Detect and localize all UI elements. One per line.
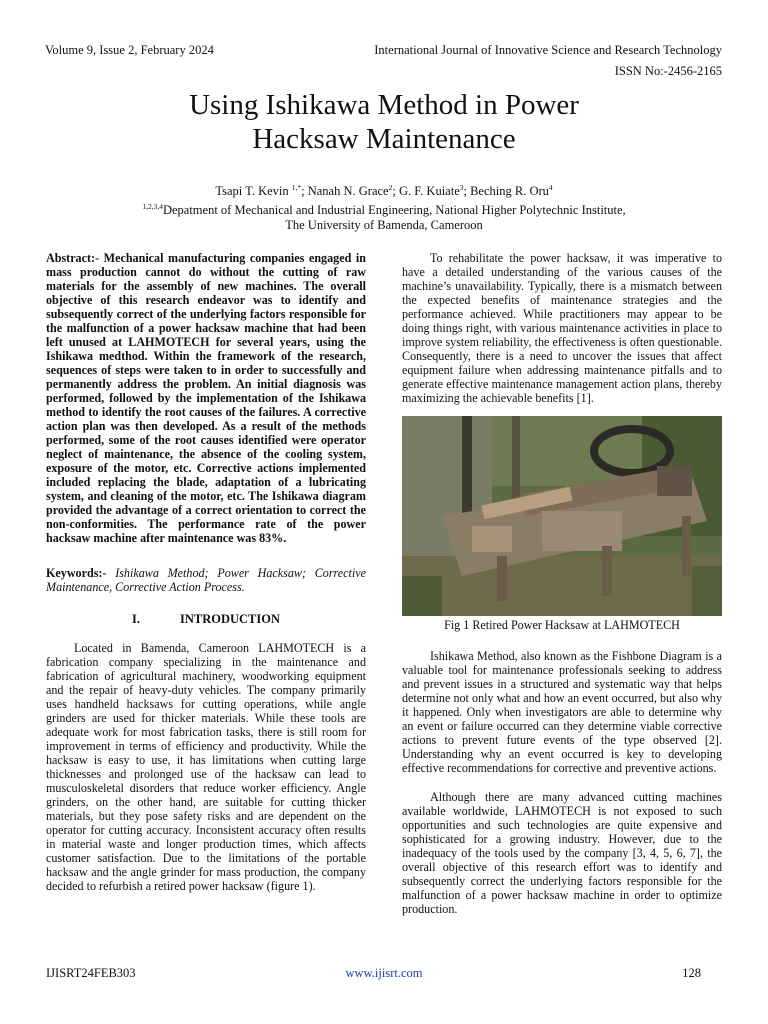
right-column <box>402 251 722 916</box>
footer-code: IJISRT24FEB303 <box>46 966 136 980</box>
author-3-sup: 3 <box>459 183 464 192</box>
author-4: ; Beching R. Oru <box>463 184 549 199</box>
paragraph-ishikawa: Ishikawa Method, also known as the Fishbone Diagram is a valuable tool for maintenance professionals seeking to address and prevent issues in a structured and systematic way that helps determine not only what and how an event occurred, but also why it happened. Only when investigators are able to determine why an event or failure occurred can they determine viable corrective actions to prevent future events of the type observed [2]. Understanding why an event occurred is key to developing effective recommendations for corrective and preventive actions. <box>402 649 722 775</box>
author-2-sup: 2 <box>388 183 393 192</box>
intro-paragraph: Located in Bamenda, Cameroon LAHMOTECH is a fabrication company specializing in the maintenance and fabrication of agricultural machinery, woodworking equipment and the repair of heavy-duty vehicles. The company primarily uses handheld hacksaws for cutting operations, while angle grinders are used for thicker materials. While these tools are adequate work for most fabrication tasks, there is still room for improvement in terms of efficiency and productivity. While the hacksaw is easy to use, it has limitations when cutting large thicknesses and prolonged use of the hacksaw can lead to musculoskeletal disorders that reduce worker efficiency. Angle grinders, on the other hand, are suitable for cutting thicker materials, but they pose safety risks and are dependent on the operator for cutting accuracy. Inconsistent accuracy often results in material waste and longer production times, which affects customer satisfaction. Due to the limitations of the portable hacksaw and the angle grinder for mass production, the company decided to refurbish a retired power hacksaw (figure 1). <box>46 641 366 893</box>
figure-caption: Fig 1 Retired Power Hacksaw at LAHMOTECH <box>444 618 680 632</box>
power-hacksaw-photo <box>402 416 722 616</box>
keywords-text: Ishikawa Method; Power Hacksaw; Corrective Maintenance, Corrective Action Process. <box>46 566 366 594</box>
figure-1-photo <box>402 416 722 616</box>
affiliation-text: Depatment of Mechanical and Industrial Engineering, National Higher Polytechnic Institute, <box>162 203 626 218</box>
author-1: Tsapi T. Kevin <box>215 184 292 199</box>
footer-url-link[interactable]: www.ijisrt.com <box>345 966 423 980</box>
section-heading <box>46 612 366 626</box>
footer-page-number: 128 <box>682 966 701 980</box>
author-block <box>84 180 684 233</box>
author-4-sup: 4 <box>548 183 553 192</box>
header-journal: International Journal of Innovative Science and Research Technology <box>374 43 722 57</box>
author-1-sup: 1,* <box>291 183 302 192</box>
abstract: Abstract:- Mechanical manufacturing companies engaged in mass production cannot do without the cutting of raw materials for the assembly of new machines. The overall objective of this research endeavor was to identify and subsequently correct of the underlying factors responsible for the malfunction of a power hacksaw machine that had been left unused at LAHMOTECH for several years, using the Ishikawa medthod. Within the framework of the research, sequences of steps were taken to in order to successfully and permanently address the problem. An initial diagnosis was performed, followed by the implementation of the Ishikawa method to identify the root causes of the failures. A corrective action plan was then developed. As a result of the methods performed, some of the root causes identified were operator neglect of maintenance, the absence of the cooling system, exposure of the motor, etc. Corrective actions implemented included replacing the blade, adaptation of a lubricating system, and cleaning of the motor, etc. The Ishikawa diagram provided the advantage of a correct orientation to correct the non-conformities. The performance rate of the power hacksaw machine after maintenance was 83%. <box>46 251 366 545</box>
affiliation <box>84 199 684 218</box>
paragraph-rehabilitate: To rehabilitate the power hacksaw, it was imperative to have a detailed understanding of the various causes of the machine’s unavailability. Typically, there is a mismatch between the expected benefits of maintenance strategies and the performance achieved. While practitioners may appear to be doing things right, with various maintenance activities in place to improve system reliability, the effectiveness is often questionable. Consequently, there is a need to uncover the issues that affect equipment failure when addressing maintenance pitfalls and to generate effective maintenance management action plans, thereby maximizing the achievable benefits [1]. <box>402 251 722 405</box>
header-issn: ISSN No:-2456-2165 <box>614 64 722 78</box>
title-line-2: Hacksaw Maintenance <box>252 123 516 155</box>
author-3: ; G. F. Kuiate <box>392 184 460 199</box>
affiliation-sup: 1,2,3,4 <box>142 202 163 212</box>
title-line-1: Using Ishikawa Method in Power <box>189 89 579 121</box>
author-2: ; Nanah N. Grace <box>301 184 389 199</box>
header-volume: Volume 9, Issue 2, February 2024 <box>45 43 214 57</box>
left-column <box>46 251 366 893</box>
keywords-label: Keywords:- <box>46 566 116 580</box>
section-number: I. <box>131 612 140 626</box>
keywords <box>46 566 366 594</box>
section-title: INTRODUCTION <box>179 612 280 626</box>
paragraph-objective: Although there are many advanced cutting machines available worldwide, LAHMOTECH is not exposed to such opportunities and such technologies are quite expensive and sophisticated for a growing industry. However, due to the inadequacy of the tools used by the company [3, 4, 5, 6, 7], the overall objective of this research effort was to identify and subsequently correct the underlying factors responsible for the malfunction of a power hacksaw machine in order to optimize production. <box>402 790 722 916</box>
paper-title <box>84 88 684 156</box>
university: The University of Bamenda, Cameroon <box>285 218 483 233</box>
author-list <box>84 180 684 199</box>
